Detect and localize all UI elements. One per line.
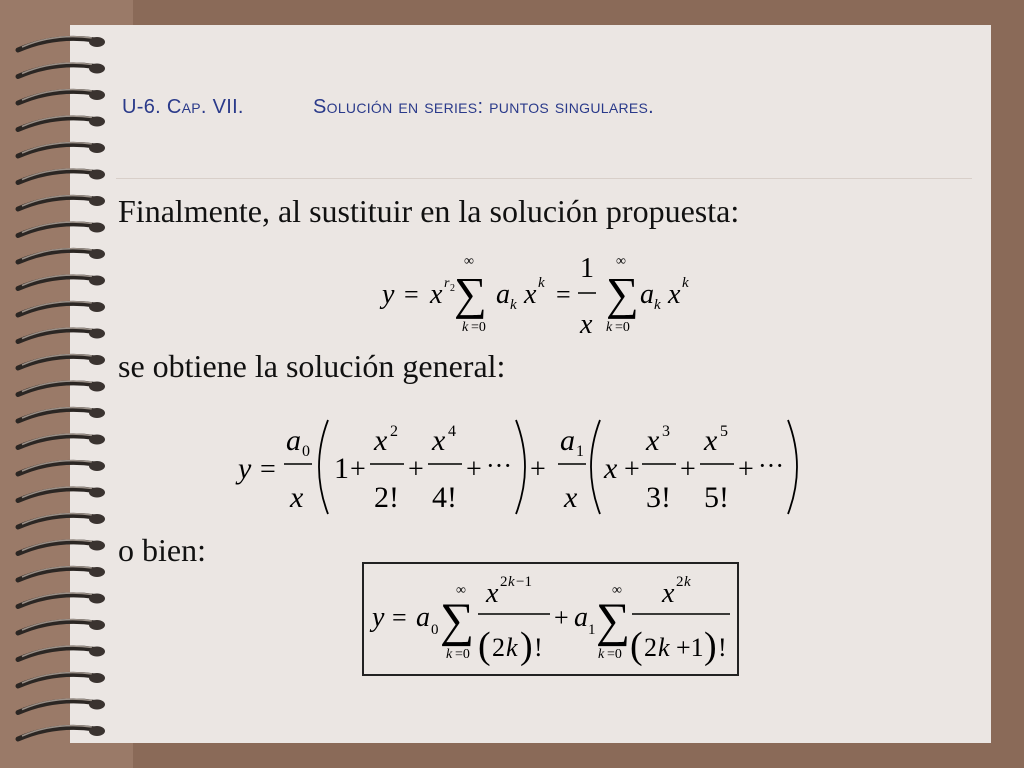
svg-text:a: a [560,424,575,457]
svg-text:x: x [564,481,578,514]
spiral-coil-icon [18,620,105,633]
svg-text:=0: =0 [607,647,622,662]
svg-text:=0: =0 [455,647,470,662]
spiral-coil-icon [18,699,105,712]
spiral-coil-icon [18,646,105,659]
header-divider [116,178,972,179]
general-solution-text: se obtiene la solución general: [118,348,506,384]
spiral-coil-icon [18,514,105,527]
svg-text:1: 1 [580,253,594,284]
svg-text:∞: ∞ [456,583,466,598]
svg-text:2: 2 [500,574,508,590]
svg-text:∞: ∞ [616,254,626,269]
svg-text:k: k [538,275,545,291]
svg-text:(: ( [478,625,491,667]
svg-text:∞: ∞ [612,583,622,598]
svg-text:a: a [416,602,430,633]
boxed-solution-equation [364,564,737,674]
svg-text:0: 0 [431,622,439,638]
svg-text:!: ! [534,633,543,662]
svg-text:+1: +1 [676,633,704,662]
svg-text:···: ··· [486,451,512,480]
svg-text:k: k [606,320,613,335]
svg-text:+: + [530,454,546,485]
svg-text:2: 2 [390,423,398,440]
svg-text:4!: 4! [432,481,457,514]
spiral-coil-icon [18,726,105,739]
svg-text:+: + [408,454,424,485]
svg-text:y: y [238,452,252,485]
svg-text:=: = [392,603,407,632]
svg-text:k: k [682,275,689,291]
spiral-coil-icon [18,143,105,156]
svg-text:+: + [554,603,569,632]
svg-text:x: x [524,279,537,310]
svg-text:x: x [668,279,681,310]
spiral-coil-icon [18,302,105,315]
spiral-coil-icon [18,90,105,103]
boxed-solution [362,562,739,676]
svg-text:+: + [738,454,754,485]
svg-text:k: k [658,633,670,662]
svg-text:y: y [372,602,385,633]
svg-text:k: k [684,574,691,590]
svg-text:a: a [496,279,510,310]
svg-text:k: k [506,633,518,662]
svg-text:∞: ∞ [464,254,474,269]
spiral-coil-icon [18,408,105,421]
svg-text:x: x [646,424,660,457]
spiral-coil-icon [18,328,105,341]
svg-text:a: a [640,279,654,310]
svg-text:2!: 2! [374,481,399,514]
spiral-coil-icon [18,593,105,606]
svg-text:=0: =0 [471,320,486,335]
svg-text:(: ( [630,625,643,667]
svg-text:k: k [508,574,515,590]
svg-text:k: k [598,647,605,662]
svg-text:): ) [520,625,533,667]
svg-text:1: 1 [588,622,596,638]
svg-text:x: x [432,424,446,457]
spiral-coil-icon [18,673,105,686]
svg-text:x: x [486,578,499,609]
svg-text:4: 4 [448,423,456,440]
svg-text:···: ··· [758,451,784,480]
unit-label: U-6. Cap. VII. [122,96,244,118]
svg-text:2: 2 [644,633,657,662]
spiral-coil-icon [18,275,105,288]
svg-text:=0: =0 [615,320,630,335]
svg-text:∑: ∑ [606,268,639,319]
svg-text:+: + [624,454,640,485]
page-title: Solución en series: puntos singulares. [313,96,654,118]
spiral-coil-icon [18,381,105,394]
alternative-text: o bien: [118,532,206,568]
svg-text:x: x [662,578,675,609]
svg-text:∑: ∑ [440,594,475,647]
svg-text:+: + [680,454,696,485]
spiral-coil-icon [18,37,105,50]
intro-text: Finalmente, al sustituir en la solución propuesta: [118,193,740,229]
svg-text:a: a [574,602,588,633]
svg-text:+: + [466,454,482,485]
svg-text:∑: ∑ [454,268,487,319]
spiral-coil-icon [18,169,105,182]
svg-text:0: 0 [302,443,310,460]
svg-text:2: 2 [492,633,505,662]
spiral-coil-icon [18,249,105,262]
spiral-coil-icon [18,355,105,368]
general-solution-equation [228,412,808,522]
svg-text:+: + [350,454,366,485]
svg-text:x: x [290,481,304,514]
svg-text:=: = [260,454,276,485]
svg-text:=: = [404,280,419,309]
svg-text:k: k [446,647,453,662]
svg-text:): ) [704,625,717,667]
svg-text:r: r [444,276,450,291]
svg-text:k: k [654,297,661,313]
substitution-equation [370,245,710,340]
svg-text:k: k [462,320,469,335]
svg-text:!: ! [718,633,727,662]
svg-text:3!: 3! [646,481,671,514]
svg-text:k: k [510,297,517,313]
spiral-coil-icon [18,487,105,500]
svg-text:1: 1 [334,452,349,485]
spiral-coil-icon [18,434,105,447]
svg-text:x: x [430,279,443,310]
svg-text:y: y [382,279,395,310]
svg-text:5!: 5! [704,481,729,514]
svg-text:x: x [704,424,718,457]
spiral-coil-icon [18,461,105,474]
spiral-binding-icon [0,0,133,768]
svg-text:x: x [374,424,388,457]
svg-text:=: = [556,280,571,309]
spiral-coil-icon [18,567,105,580]
svg-text:5: 5 [720,423,728,440]
svg-text:∑: ∑ [596,594,631,647]
svg-text:3: 3 [662,423,670,440]
spiral-coil-icon [18,196,105,209]
svg-text:−1: −1 [516,574,532,590]
spiral-coil-icon [18,116,105,129]
svg-text:2: 2 [676,574,684,590]
svg-text:2: 2 [450,283,455,294]
spiral-coil-icon [18,63,105,76]
svg-text:x: x [580,309,593,340]
svg-text:a: a [286,424,301,457]
svg-text:x: x [604,452,618,485]
svg-text:1: 1 [576,443,584,460]
spiral-coil-icon [18,222,105,235]
spiral-coil-icon [18,540,105,553]
